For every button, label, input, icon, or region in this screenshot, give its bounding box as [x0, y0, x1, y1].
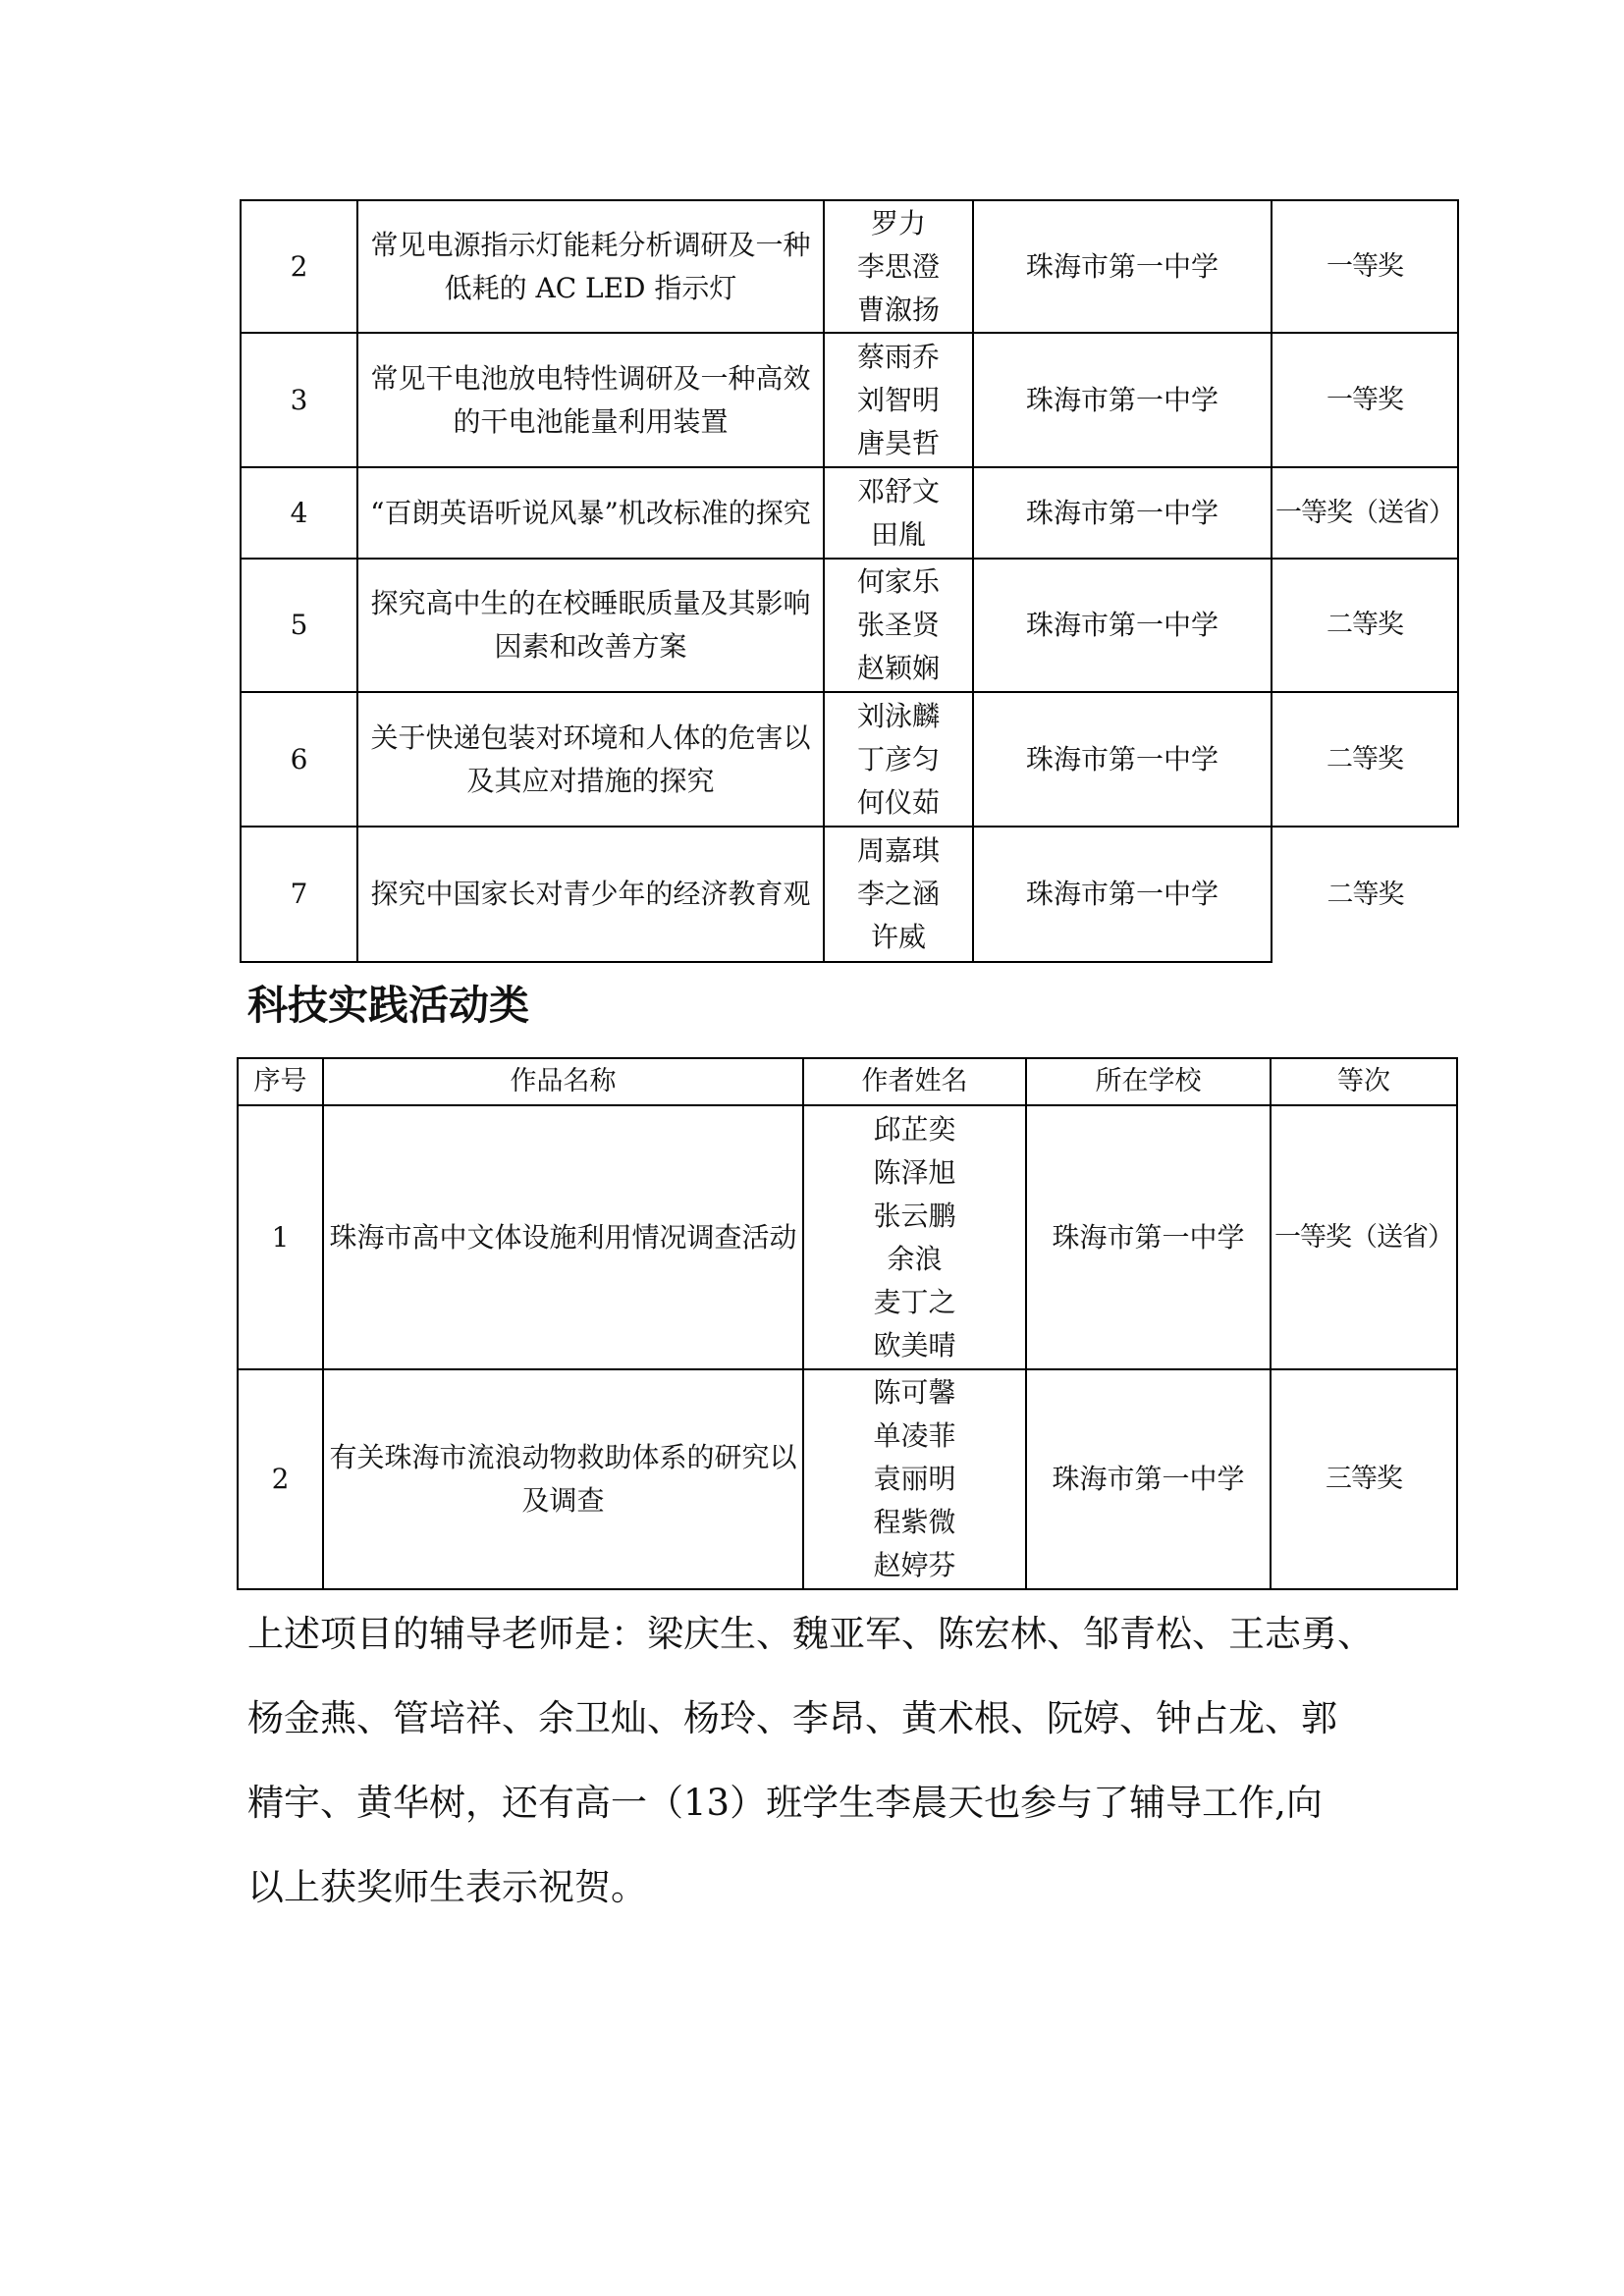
row-number: 3 [241, 333, 357, 467]
work-title: 常见电源指示灯能耗分析调研及一种低耗的 AC LED 指示灯 [357, 200, 824, 333]
table-row [238, 1105, 1457, 1369]
author-name: 李思澄 [856, 249, 940, 283]
work-title: 珠海市高中文体设施利用情况调查活动 [323, 1105, 803, 1369]
row-number: 1 [238, 1105, 323, 1369]
table-row [241, 827, 1458, 962]
authors-cell [824, 333, 973, 467]
column-header-school: 所在学校 [1026, 1058, 1271, 1105]
authors-cell [803, 1369, 1026, 1589]
award-table-continued [240, 199, 1459, 963]
row-number: 6 [241, 692, 357, 827]
school-name: 珠海市第一中学 [973, 467, 1272, 559]
award-level: 一等奖（送省） [1272, 467, 1458, 559]
author-name: 赵婷芬 [873, 1549, 956, 1581]
column-header-title: 作品名称 [323, 1058, 803, 1105]
note-line: 上述项目的辅导老师是：梁庆生、魏亚军、陈宏林、邹青松、王志勇、 [247, 1613, 1374, 1655]
award-level: 二等奖 [1272, 692, 1458, 827]
author-name: 何家乐 [856, 565, 940, 598]
work-title: 探究中国家长对青少年的经济教育观 [357, 827, 824, 962]
note-line: 杨金燕、管培祥、余卫灿、杨玲、李昂、黄术根、阮婷、钟占龙、郭 [247, 1697, 1337, 1739]
author-name: 李之涵 [856, 878, 940, 910]
row-number: 2 [241, 200, 357, 333]
author-name: 罗力 [870, 206, 926, 240]
work-title: 探究高中生的在校睡眠质量及其影响因素和改善方案 [357, 559, 824, 692]
school-name: 珠海市第一中学 [1026, 1105, 1271, 1369]
section-heading: 科技实践活动类 [247, 982, 529, 1029]
author-name: 麦丁之 [873, 1285, 956, 1318]
author-name: 刘泳麟 [856, 699, 940, 732]
row-number: 2 [238, 1369, 323, 1589]
author-name: 邱芷奕 [873, 1112, 956, 1146]
table-header-row [238, 1058, 1457, 1105]
authors-cell [803, 1105, 1026, 1369]
award-level: 一等奖 [1272, 200, 1458, 333]
award-level: 一等奖（送省） [1271, 1105, 1457, 1369]
work-title: 常见干电池放电特性调研及一种高效的干电池能量利用装置 [357, 333, 824, 467]
note-line: 以上获奖师生表示祝贺。 [247, 1866, 647, 1908]
row-number: 4 [241, 467, 357, 559]
author-name: 邓舒文 [856, 474, 940, 507]
authors-cell [824, 827, 973, 962]
work-title: “百朗英语听说风暴”机改标准的探究 [357, 467, 824, 559]
author-name: 丁彦匀 [856, 742, 940, 775]
author-name: 程紫微 [873, 1506, 956, 1538]
author-name: 袁丽明 [873, 1463, 956, 1495]
award-level: 二等奖 [1272, 559, 1458, 692]
award-level: 一等奖 [1272, 333, 1458, 467]
author-name: 刘智明 [856, 383, 940, 416]
work-title: 有关珠海市流浪动物救助体系的研究以及调查 [323, 1369, 803, 1589]
school-name: 珠海市第一中学 [973, 827, 1272, 962]
authors-cell [824, 692, 973, 827]
author-name: 赵颖娴 [856, 652, 940, 684]
author-name: 张圣贤 [856, 609, 940, 641]
author-name: 田胤 [870, 517, 926, 551]
table-row [241, 692, 1458, 827]
work-title: 关于快递包装对环境和人体的危害以及其应对措施的探究 [357, 692, 824, 827]
table-row [241, 467, 1458, 559]
school-name: 珠海市第一中学 [973, 559, 1272, 692]
advisor-note [247, 1592, 1426, 1930]
row-number: 7 [241, 827, 357, 962]
authors-cell [824, 200, 973, 333]
author-name: 余浪 [887, 1242, 943, 1275]
school-name: 珠海市第一中学 [973, 200, 1272, 333]
author-name: 张云鹏 [873, 1199, 956, 1232]
school-name: 珠海市第一中学 [973, 333, 1272, 467]
note-line: 精宇、黄华树，还有高一（13）班学生李晨天也参与了辅导工作,向 [247, 1782, 1323, 1824]
column-header-number: 序号 [238, 1058, 323, 1105]
column-header-award: 等次 [1271, 1058, 1457, 1105]
author-name: 唐昊哲 [856, 426, 940, 459]
author-name: 欧美晴 [873, 1328, 956, 1362]
award-level: 二等奖 [1272, 827, 1458, 962]
authors-cell [824, 559, 973, 692]
author-name: 陈可馨 [873, 1376, 956, 1409]
author-name: 许威 [870, 921, 926, 953]
author-name: 曹溆扬 [856, 293, 940, 326]
author-name: 蔡雨乔 [856, 340, 940, 373]
authors-cell [824, 467, 973, 559]
author-name: 周嘉琪 [856, 834, 940, 867]
award-level: 三等奖 [1271, 1369, 1457, 1589]
science-practice-table [237, 1057, 1458, 1590]
table-row [241, 559, 1458, 692]
author-name: 单凌菲 [873, 1419, 956, 1452]
column-header-authors: 作者姓名 [803, 1058, 1026, 1105]
row-number: 5 [241, 559, 357, 692]
author-name: 何仪茹 [856, 785, 940, 819]
table-row [241, 333, 1458, 467]
table-row [241, 200, 1458, 333]
school-name: 珠海市第一中学 [1026, 1369, 1271, 1589]
school-name: 珠海市第一中学 [973, 692, 1272, 827]
author-name: 陈泽旭 [873, 1155, 956, 1189]
table-row [238, 1369, 1457, 1589]
